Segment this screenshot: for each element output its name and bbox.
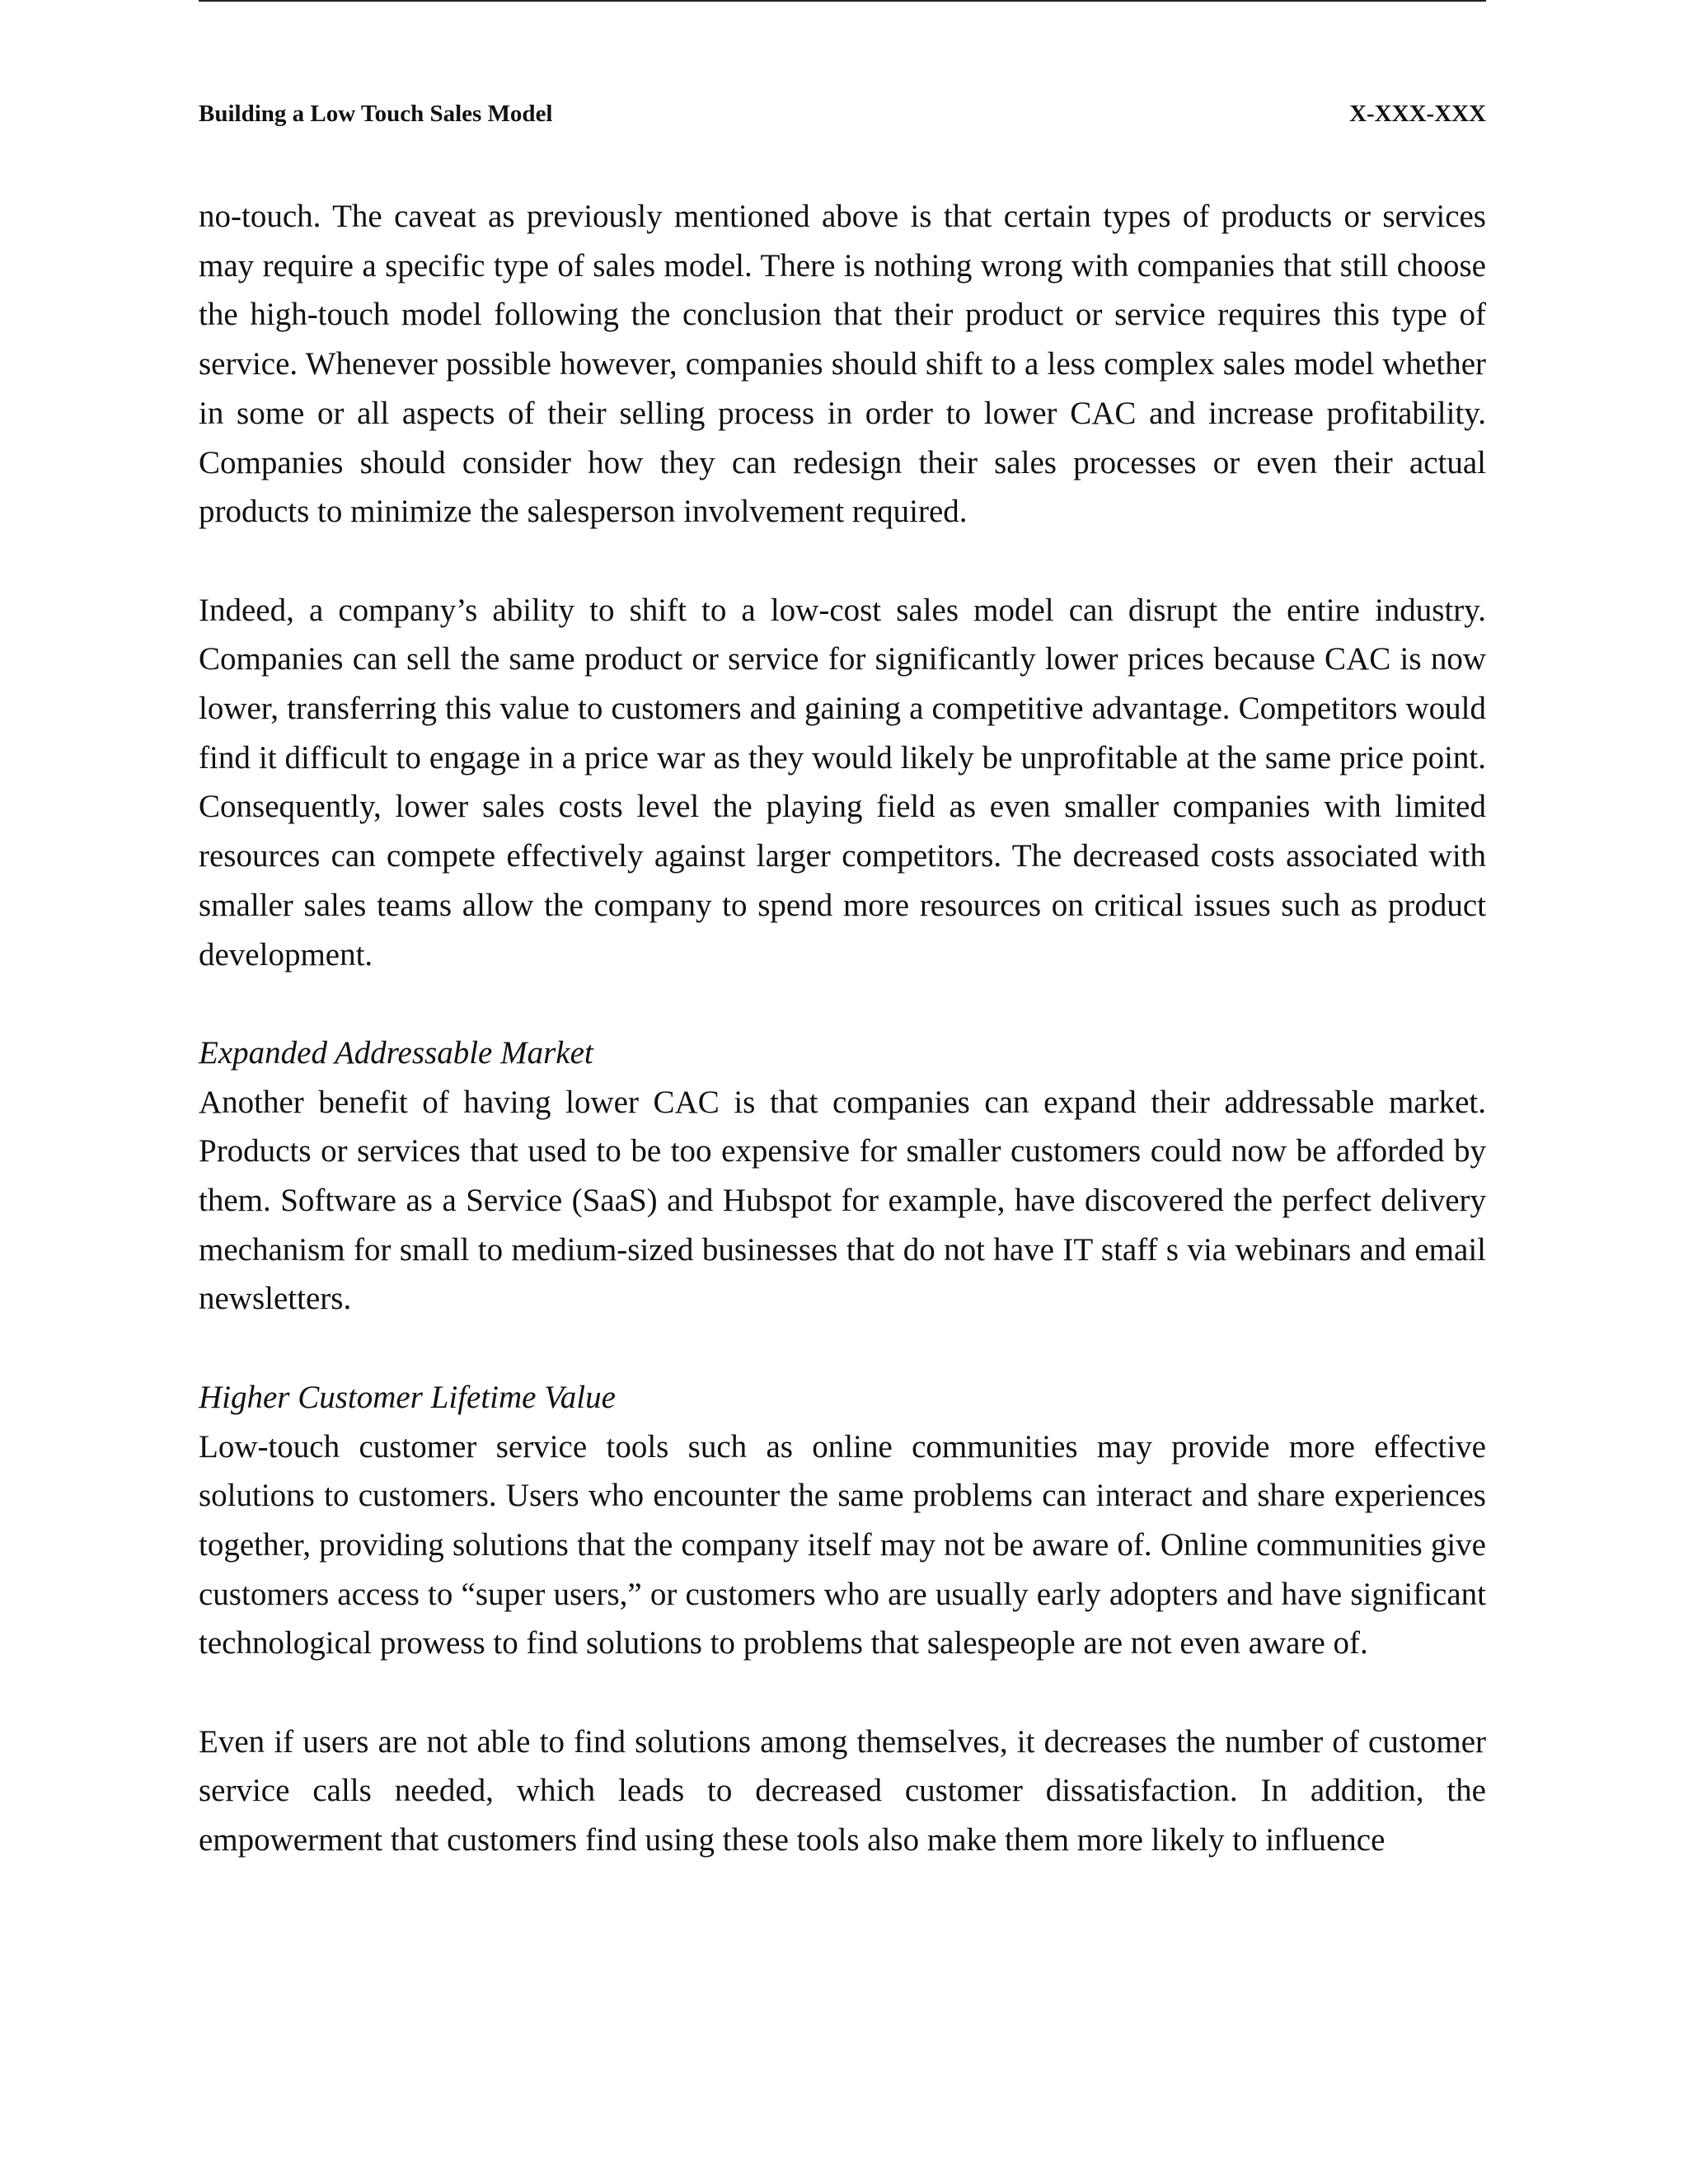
- section-higher-customer-lifetime-value: [199, 1373, 1486, 1668]
- closing-paragraph: Even if users are not able to find solutions among themselves, it decreases the number of customer service calls needed, which leads to decreased customer dissatisfaction. In addition, the empowerment that customers find using these tools also make them more likely to influence: [199, 1723, 1486, 1858]
- page-header: [199, 97, 1486, 130]
- header-doc-number: X-XXX-XXX: [1349, 101, 1486, 127]
- section-body: Another benefit of having lower CAC is that companies can expand their addressable market. Products or services that used to be too expensive for smaller customers could now be afforded by them. Software as a Service (SaaS) and Hubspot for example, have discovered the perfect delivery mechanism for small to medium-sized businesses that do not have IT staff s via webinars and email newsletters.: [199, 1084, 1486, 1317]
- paragraph-2: Indeed, a company’s ability to shift to a low-cost sales model can disrupt the entire industry. Companies can sell the same product or service for significantly lower prices because CAC is now lower, transferring this value to customers and gaining a competitive advantage. Competitors would find it difficult to engage in a price war as they would likely be unprofitable at the same price point. Consequently, lower sales costs level the playing field as even smaller companies with limited resources can compete effectively against larger competitors. The decreased costs associated with smaller sales teams allow the company to spend more resources on critical issues such as product development.: [199, 592, 1486, 972]
- section-body: Low-touch customer service tools such as online communities may provide more effective solutions to customers. Users who encounter the same problems can interact and share experiences together, providing solutions that the company itself may not be aware of. Online communities give customers access to “super users,” or customers who are usually early adopters and have significant technological prowess to find solutions to problems that salespeople are not even aware of.: [199, 1428, 1486, 1661]
- header-title: Building a Low Touch Sales Model: [199, 101, 553, 127]
- section-expanded-addressable-market: [199, 1029, 1486, 1324]
- document-body: [199, 192, 1486, 1865]
- paragraph-1: no-touch. The caveat as previously mentioned above is that certain types of products or services may require a specific type of sales model. There is nothing wrong with companies that still choose the high-touch model following the conclusion that their product or service requires this type of service. Whenever possible however, companies should shift to a less complex sales model whether in some or all aspects of their selling process in order to lower CAC and increase profitability. Companies should consider how they can redesign their sales processes or even their actual products to minimize the salesperson involvement required.: [199, 199, 1486, 530]
- section-heading: Expanded Addressable Market: [199, 1034, 593, 1071]
- section-heading: Higher Customer Lifetime Value: [199, 1379, 616, 1415]
- top-rule: [199, 0, 1486, 2]
